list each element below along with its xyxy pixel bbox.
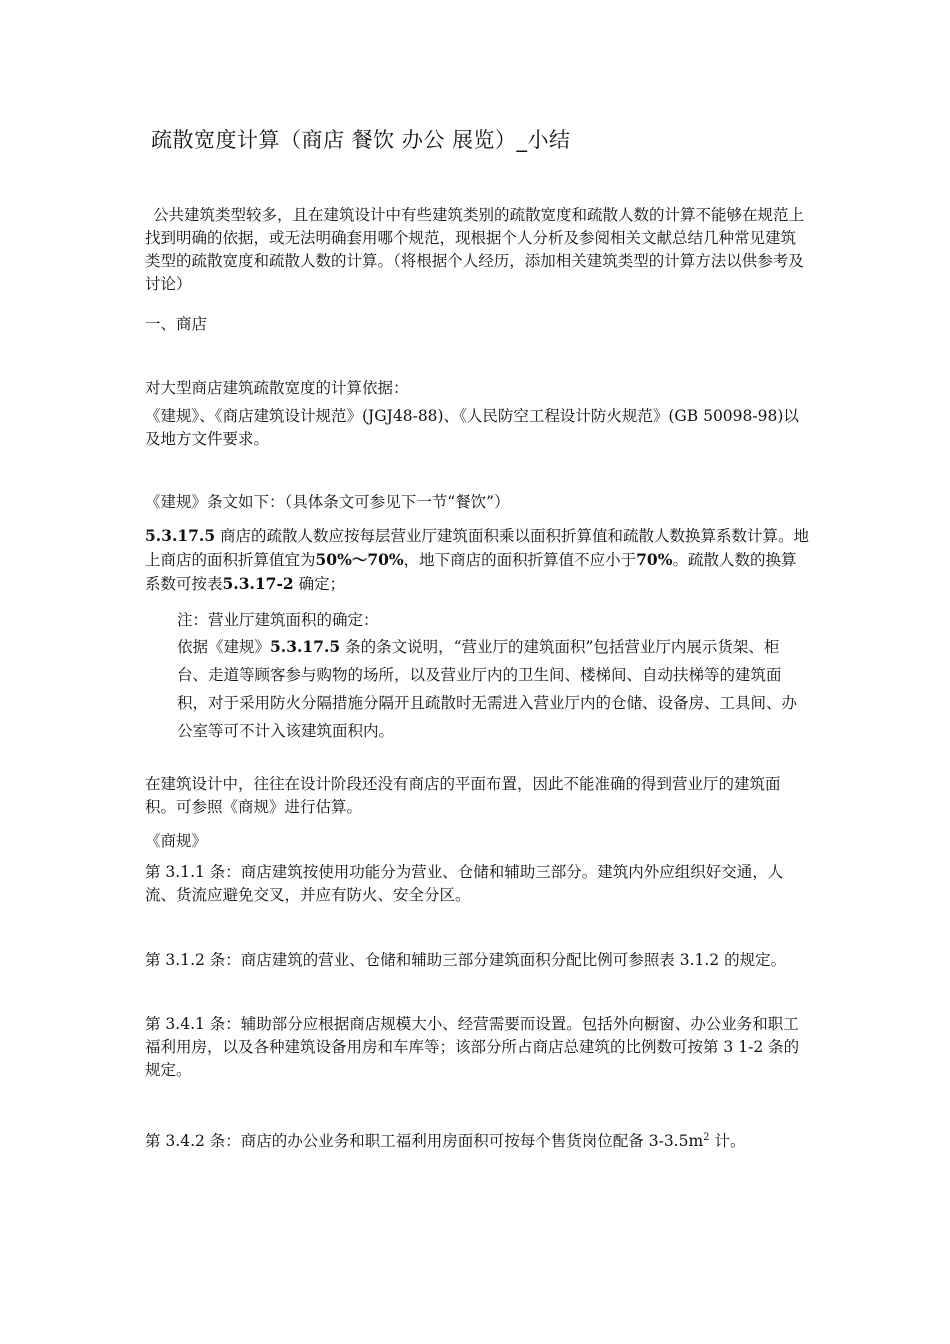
clause-text-1: 商店的疏散人数应按每层营业厅建筑面积乘以面积折算值和疏散人数换算系数计算。地上商店的面积折算值宜为 — [145, 527, 810, 569]
clause-value-2: 70% — [636, 550, 673, 569]
article-3-1-1: 第 3.1.1 条：商店建筑按使用功能分为营业、仓储和辅助三部分。建筑内外应组织好交通，人流、货流应避免交叉，并应有防火、安全分区。 — [145, 863, 784, 904]
article-3-4-2-text: 第 3.4.2 条：商店的办公业务和职工福利用房面积可按每个售货岗位配备 3-3.5m — [145, 1132, 704, 1151]
basis-text: 《建规》、《商店建筑设计规范》(JGJ48-88)、《人民防空工程设计防火规范》(GB 50098-98)以及地方文件要求。 — [145, 407, 799, 448]
design-note: 在建筑设计中，往往在设计阶段还没有商店的平面布置，因此不能准确的得到营业厅的建筑面积。可参照《商规》进行估算。 — [145, 775, 781, 816]
note-clause-number: 5.3.17.5 — [270, 637, 341, 656]
shanggui-heading: 《商规》 — [145, 832, 208, 850]
clause-number: 5.3.17.5 — [145, 526, 216, 545]
document-title: 疏散宽度计算（商店 餐饮 办公 展览）_小结 — [151, 128, 571, 152]
note-text-1: 依据《建规》 — [177, 638, 271, 656]
section-heading-shop: 一、商店 — [145, 315, 208, 333]
article-3-4-1: 第 3.4.1 条：辅助部分应根据商店规模大小、经营需要而设置。包括外向橱窗、办公业务和职工福利用房，以及各种建筑设备用房和车库等；该部分所占商店总建筑的比例数可按第 3 1-2 条的规定。 — [145, 1015, 800, 1079]
clause-value-1: 50%～70% — [315, 550, 404, 569]
intro-paragraph: 公共建筑类型较多，且在建筑设计中有些建筑类别的疏散宽度和疏散人数的计算不能够在规范上找到明确的依据，或无法明确套用哪个规范，现根据个人分析及参阅相关文献总结几种常见建筑类型的疏散宽度和疏散人数的计算。（将根据个人经历，添加相关建筑类型的计算方法以供参考及讨论） — [145, 206, 805, 293]
clause-text-2: ，地下商店的面积折算值不应小于 — [403, 551, 637, 569]
clause-5-3-17-5 — [145, 524, 810, 596]
article-3-4-2-sup: 2 — [703, 1132, 710, 1143]
article-3-4-2-end: 计。 — [709, 1132, 746, 1151]
jiangui-intro: 《建规》条文如下：（具体条文可参见下一节“餐饮”） — [145, 493, 510, 511]
clause-table-ref: 5.3.17-2 — [222, 574, 294, 593]
clause-text-3: 。疏散人数的换算系数可按表 — [145, 551, 797, 593]
note-body — [177, 633, 810, 745]
article-3-1-2: 第 3.1.2 条：商店建筑的营业、仓储和辅助三部分建筑面积分配比例可参照表 3.1.2 的规定。 — [145, 951, 787, 969]
clause-text-4: 确定； — [293, 575, 346, 593]
note-heading: 注：营业厅建筑面积的确定： — [177, 611, 379, 629]
basis-heading: 对大型商店建筑疏散宽度的计算依据： — [145, 379, 409, 397]
note-text-2: 条的条文说明，“营业厅的建筑面积”包括营业厅内展示货架、柜台、走道等顾客参与购物的场所，以及营业厅内的卫生间、楼梯间、自动扶梯等的建筑面积，对于采用防火分隔措施分隔开且疏散时无需进入营业厅内的仓储、设备房、工具间、办公室等可不计入该建筑面积内。 — [177, 638, 798, 740]
article-3-4-2 — [145, 1126, 810, 1153]
